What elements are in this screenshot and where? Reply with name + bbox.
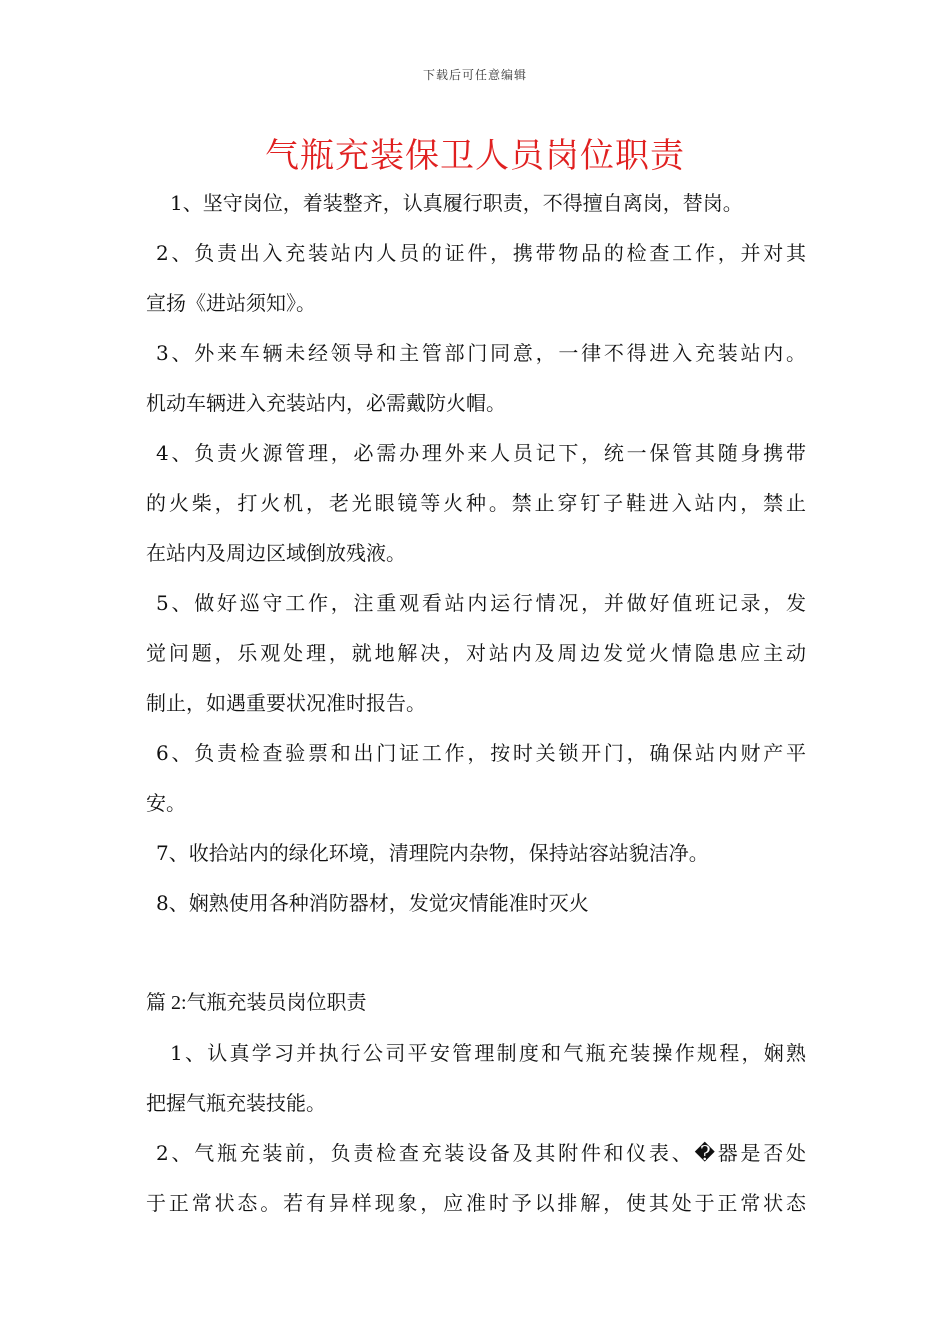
paragraph-line: 2、负责出入充装站内人员的证件，携带物品的检查工作，并对其 bbox=[156, 241, 806, 265]
header-note: 下载后可任意编辑 bbox=[422, 68, 527, 82]
paragraph-line: 4、负责火源管理，必需办理外来人员记下，统一保管其随身携带 bbox=[156, 441, 806, 465]
paragraph-line: 机动车辆进入充装站内，必需戴防火帽。 bbox=[146, 391, 506, 415]
paragraph-line: 于正常状态。若有异样现象，应准时予以排解，使其处于正常状态 bbox=[146, 1191, 806, 1215]
paragraph-line: 1、坚守岗位，着装整齐，认真履行职责，不得擅自离岗，替岗。 bbox=[170, 191, 743, 215]
paragraph-line: 6、负责检查验票和出门证工作，按时关锁开门，确保站内财产平 bbox=[156, 741, 806, 765]
paragraph-line: 1、认真学习并执行公司平安管理制度和气瓶充装操作规程，娴熟 bbox=[170, 1041, 806, 1065]
paragraph-line: 7、收拾站内的绿化环境，清理院内杂物，保持站容站貌洁净。 bbox=[156, 841, 709, 865]
paragraph-line: 宣扬《进站须知》。 bbox=[146, 291, 316, 315]
paragraph-line: 安。 bbox=[146, 791, 186, 815]
paragraph-line: 把握气瓶充装技能。 bbox=[146, 1091, 326, 1115]
paragraph-line: 5、做好巡守工作，注重观看站内运行情况，并做好值班记录，发 bbox=[156, 591, 806, 615]
paragraph-line: 的火柴，打火机，老光眼镜等火种。禁止穿钉子鞋进入站内，禁止 bbox=[146, 491, 806, 515]
paragraph-line: 8、娴熟使用各种消防器材，发觉灾情能准时灭火 bbox=[156, 891, 589, 915]
section-heading: 篇 2:气瓶充装员岗位职责 bbox=[146, 992, 367, 1014]
document-title: 气瓶充装保卫人员岗位职责 bbox=[265, 136, 685, 176]
paragraph-line: 觉问题，乐观处理，就地解决，对站内及周边发觉火情隐患应主动 bbox=[146, 641, 806, 665]
paragraph-line: 制止，如遇重要状况准时报告。 bbox=[146, 691, 426, 715]
section-spacer bbox=[146, 928, 806, 978]
paragraph-line: 在站内及周边区域倒放残液。 bbox=[146, 541, 406, 565]
document-body bbox=[146, 178, 806, 1228]
paragraph-line: 2、气瓶充装前，负责检查充装设备及其附件和仪表、�器是否处 bbox=[156, 1141, 806, 1165]
paragraph-line: 3、外来车辆未经领导和主管部门同意，一律不得进入充装站内。 bbox=[156, 341, 806, 365]
